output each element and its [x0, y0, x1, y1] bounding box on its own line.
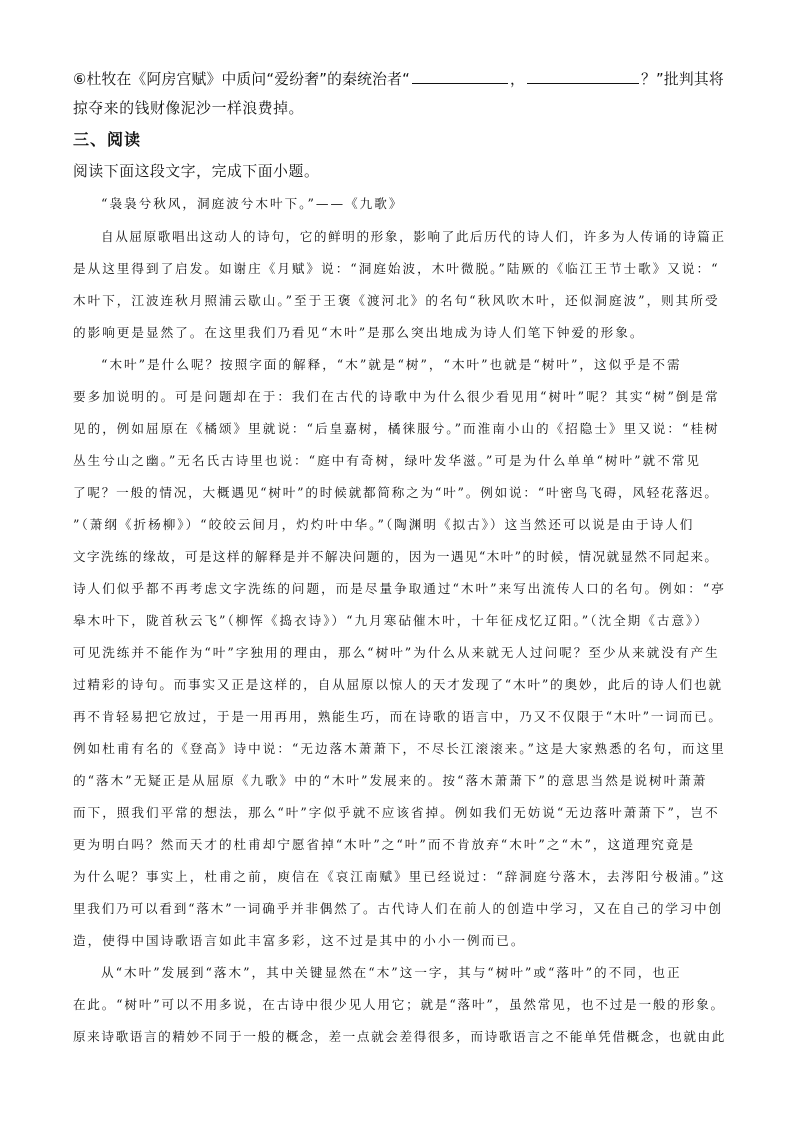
passage-line: 要多加说明的。可是问题却在于：我们在古代的诗歌中为什么很少看见用“树叶”呢？其实“树”倒是常	[73, 389, 720, 404]
passage-line: “袅袅兮秋风，洞庭波兮木叶下。”——《九歌》	[101, 196, 404, 211]
passage-line: 文字洗练的缘故，可是这样的解释是并不解决问题的，因为一遇见“木叶”的时候，情况就显然不同起来。	[73, 549, 719, 564]
passage-line: 是从这里得到了启发。如谢庄《月赋》说：“洞庭始波，木叶微脱。”陆厥的《临江王节士歌》又说：“	[73, 261, 720, 276]
passage-line: 的“落木”无疑正是从屈原《九歌》中的“木叶”发展来的。按“落木萧萧下”的意思当然是说树叶萧萧	[73, 773, 708, 788]
passage-line: “木叶”是什么呢？按照字面的解释，“木”就是“树”，“木叶”也就是“树叶”，这似乎是不需	[101, 357, 682, 372]
passage-line: ”（萧纲《折杨柳》）“皎皎云间月，灼灼叶中华。”（陶渊明《拟古》）这当然还可以说是由于诗人们	[73, 517, 695, 532]
passage-line: 木叶下，江波连秋月照浦云歇山。”至于王褒《渡河北》的名句“秋风吹木叶，还似洞庭波”，则其所受	[73, 293, 720, 308]
passage-line: 自从屈原歌唱出这动人的诗句，它的鲜明的形象，影响了此后历代的诗人们，许多为人传诵的诗篇正	[101, 229, 726, 244]
passage-line: 皋木叶下，陇首秋云飞”（柳恽《捣衣诗》）“九月寒砧催木叶，十年征戍忆辽阳。”（沈全期《古意》）	[73, 613, 709, 628]
section-heading: 三、阅读	[73, 130, 142, 149]
blank-separator: ，	[510, 71, 526, 88]
passage-line: 原来诗歌语言的精妙不同于一般的概念，差一点就会差得很多，而诗歌语言之不能单凭借概念，也就由此	[73, 1029, 726, 1044]
passage-line: 在此。“树叶”可以不用多说，在古诗中很少见人用它；就是“落叶”，虽然常见，也不过是一般的形象。	[73, 997, 725, 1012]
question-6-text: ⑥杜牧在《阿房宫赋》中质问“爱纷奢”的秦统治者“	[73, 71, 411, 88]
passage-line: 丛生兮山之幽。”无名氏古诗里也说：“庭中有奇树，绿叶发华滋。”可是为什么单单“树叶”就不常见	[73, 453, 701, 468]
passage-line: 可见洗练并不能作为“叶”字独用的理由，那么“树叶”为什么从来就无人过问呢？至少从来就没有产生	[73, 645, 720, 660]
reading-instruction: 阅读下面这段文字，完成下面小题。	[73, 163, 320, 180]
passage-line: 更为明白吗？然而天才的杜甫却宁愿省掉“木叶”之“叶”而不肯放弃“木叶”之“木”，这道理究竟是	[73, 837, 696, 852]
passage-line: 诗人们似乎都不再考虑文字洗练的问题，而是尽量争取通过“木叶”来写出流传人口的名句。例如：“亭	[73, 581, 726, 596]
passage-line: 造，使得中国诗歌语言如此丰富多彩，这不过是其中的小小一例而已。	[73, 933, 526, 948]
passage-line: 过精彩的诗句。而事实又正是这样的，自从屈原以惊人的天才发现了“木叶”的奥妙，此后的诗人们也就	[73, 677, 723, 692]
question-6-text-end: ？”批判其将	[641, 71, 724, 88]
passage-line: 再不肯轻易把它放过，于是一用再用，熟能生巧，而在诗歌的语言中，乃又不仅限于“木叶”一词而已。	[73, 709, 723, 724]
passage-line: 了呢？一般的情况，大概遇见“树叶”的时候就都简称之为“叶”。例如说：“叶密鸟飞碍，风轻花落迟。	[73, 485, 719, 500]
question-6-line-1	[73, 68, 724, 89]
passage-line: 见的，例如屈原在《橘颂》里就说：“后皇嘉树，橘徕服兮。”而淮南小山的《招隐士》里又说：“桂树	[73, 421, 720, 436]
answer-blank-1[interactable]	[412, 69, 508, 84]
answer-blank-2[interactable]	[527, 69, 639, 84]
question-6-line-2: 掠夺来的钱财像泥沙一样浪费掉。	[73, 100, 304, 117]
passage-line: 而下，照我们平常的想法，那么“叶”字似乎就不应该省掉。例如我们无妨说“无边落叶萧萧下”，岂不	[73, 805, 720, 820]
passage-line: 从“木叶”发展到“落木”，其中关键显然在“木”这一字，其与“树叶”或“落叶”的不同，也正	[101, 965, 682, 980]
passage-line: 例如杜甫有名的《登高》诗中说：“无边落木萧萧下，不尽长江滚滚来。”这是大家熟悉的名句，而这里	[73, 741, 726, 756]
passage-line: 为什么呢？事实上，杜甫之前，庾信在《哀江南赋》里已经说过：“辞洞庭兮落木，去涔阳兮极浦。”这	[73, 869, 726, 884]
passage-line: 里我们乃可以看到“落木”一词确乎并非偶然了。古代诗人们在前人的创造中学习，又在自己的学习中创	[73, 901, 723, 916]
passage-line: 的影响更是显然了。在这里我们乃看见“木叶”是那么突出地成为诗人们笔下钟爱的形象。	[73, 325, 645, 340]
